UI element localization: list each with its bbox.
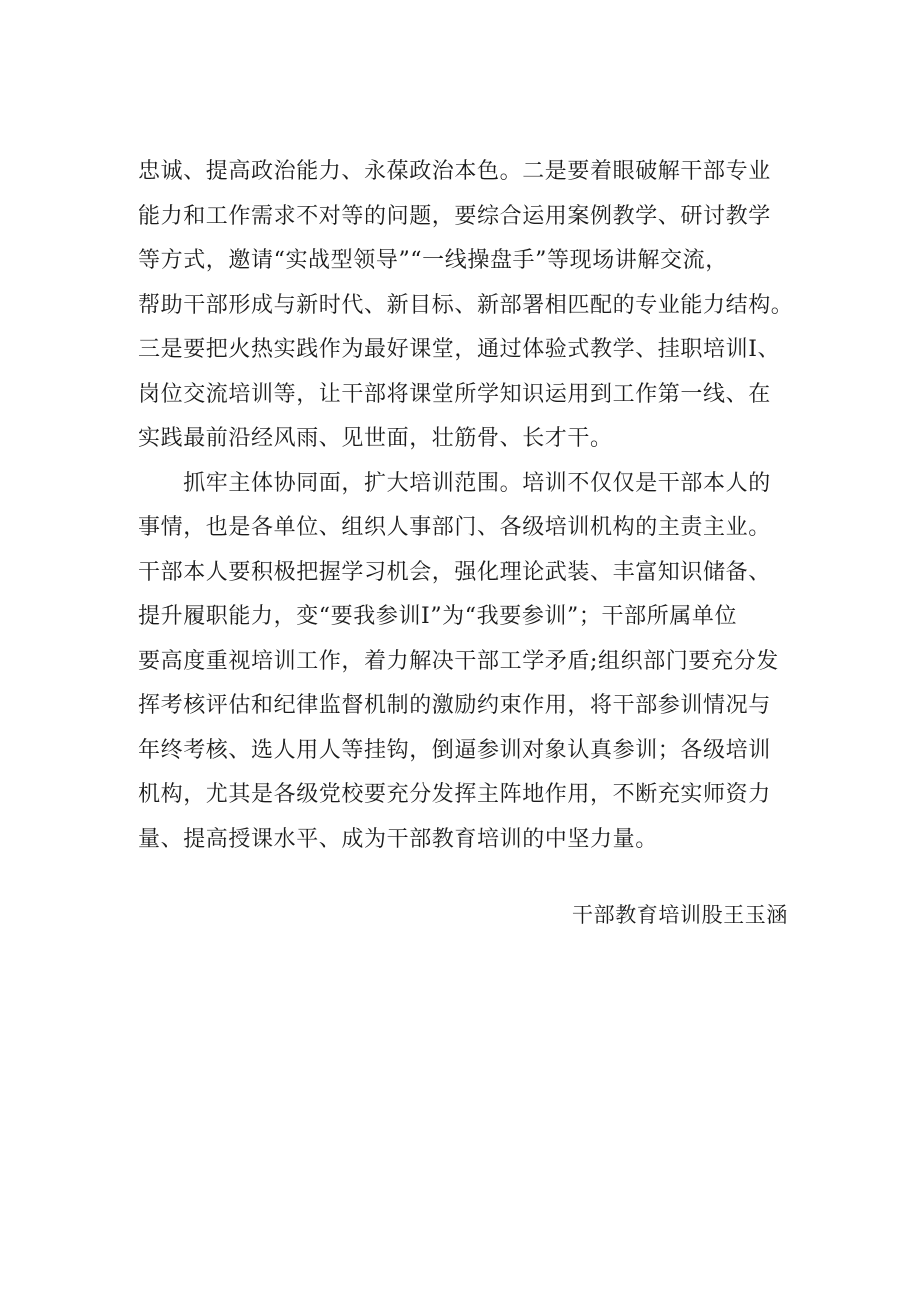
text-line: 岗位交流培训等，让干部将课堂所学知识运用到工作第一线、在 [138,381,771,407]
text-line: 机构，尤其是各级党校要充分发挥主阵地作用，不断充实师资力 [138,782,771,807]
text-line: 提升履职能力，变“要我参训Ⅰ”为“我要参训”；干部所属单位 [138,604,738,629]
text-line: 量、提高授课水平、成为干部教育培训的中坚力量。 [138,826,658,852]
text-line: 忠诚、提高政治能力、永葆政治本色。二是要着眼破解干部专业 [138,159,771,184]
text-line: 抓牢主体协同面，扩大培训范围。培训不仅仅是干部本人的 [138,470,771,496]
paragraph-2 [138,462,798,863]
document-body [138,150,798,862]
paragraph-1 [138,150,798,462]
text-line: 年终考核、选人用人等挂钩，倒逼参训对象认真参训；各级培训 [138,737,771,763]
text-line: 要高度重视培训工作，着力解决干部工学矛盾;组织部门要充分发 [138,648,779,674]
text-line: 三是要把火热实践作为最好课堂，通过体验式教学、挂职培训Ⅰ、 [138,337,781,362]
text-line: 等方式，邀请“实战型领导”“一线操盘手”等现场讲解交流， [138,248,728,273]
text-line: 能力和工作需求不对等的问题，要综合运用案例教学、研讨教学 [138,203,771,229]
text-line: 帮助干部形成与新时代、新目标、新部署相匹配的专业能力结构。 [138,292,794,318]
text-line: 挥考核评估和纪律监督机制的激励约束作用，将干部参训情况与 [138,693,771,718]
text-line: 干部本人要积极把握学习机会，强化理论武装、丰富知识储备、 [138,559,771,585]
author-signature: 干部教育培训股王玉涵 [572,903,788,927]
text-line: 事情，也是各单位、组织人事部门、各级培训机构的主责主业。 [138,515,771,540]
text-line: 实践最前沿经风雨、见世面，壮筋骨、长才干。 [138,426,613,451]
